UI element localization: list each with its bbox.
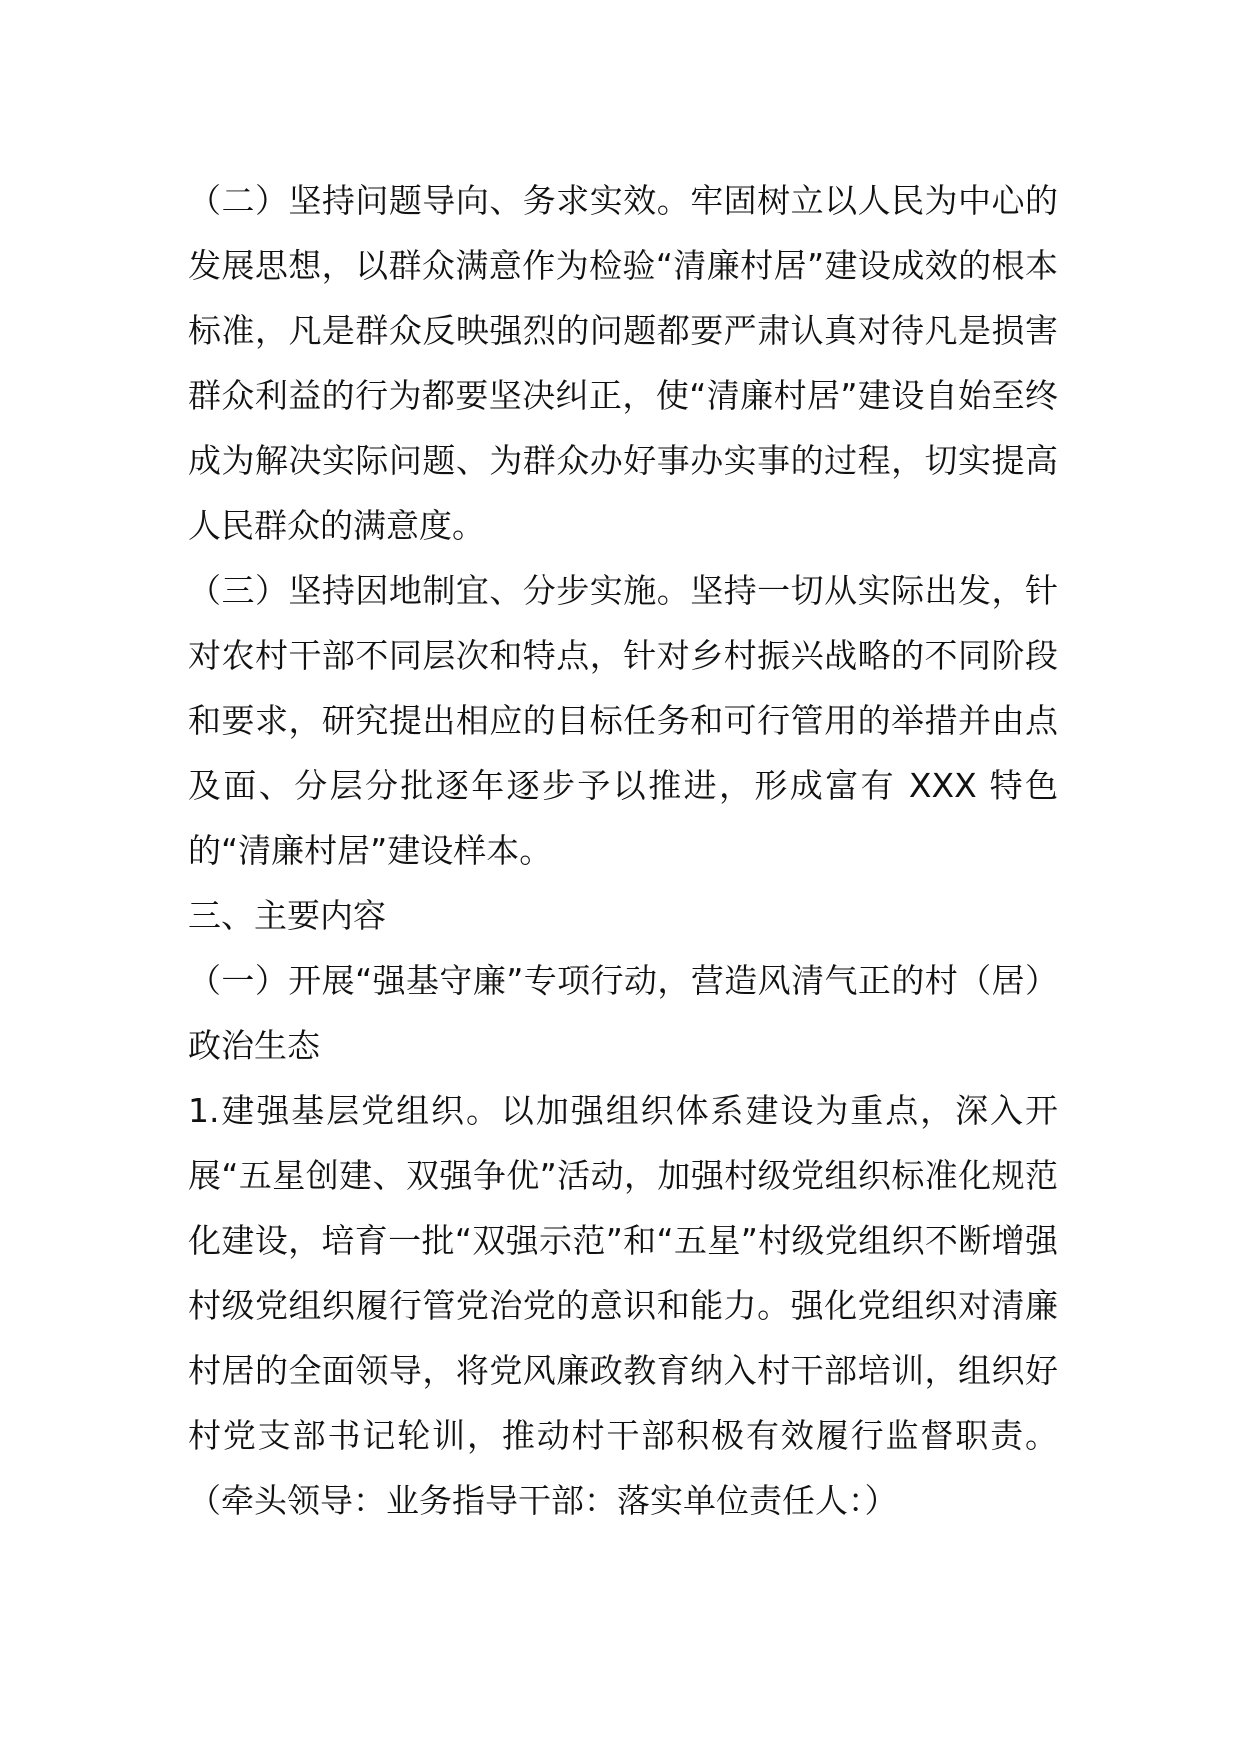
document-body xyxy=(188,168,1058,1533)
subsection-heading-1: （一）开展“强基守廉”专项行动，营造风清气正的村（居）政治生态 xyxy=(188,961,1058,1065)
section-heading-main-content: 三、主要内容 xyxy=(188,896,386,935)
paragraph-principle-3: （三）坚持因地制宜、分步实施。坚持一切从实际出发，针对农村干部不同层次和特点，针对乡村振兴战略的不同阶段和要求，研究提出相应的目标任务和可行管用的举措并由点及面、分层分批逐年逐步予以推进，形成富有 XXX 特色的“清廉村居”建设样本。 xyxy=(188,571,1058,870)
paragraph-principle-2: （二）坚持问题导向、务求实效。牢固树立以人民为中心的发展思想，以群众满意作为检验“清廉村居”建设成效的根本标准，凡是群众反映强烈的问题都要严肃认真对待凡是损害群众利益的行为都要坚决纠正，使“清廉村居”建设自始至终成为解决实际问题、为群众办好事办实事的过程，切实提高人民群众的满意度。 xyxy=(188,181,1058,545)
paragraph-item-1: 1.建强基层党组织。以加强组织体系建设为重点，深入开展“五星创建、双强争优”活动，加强村级党组织标准化规范化建设，培育一批“双强示范”和“五星”村级党组织不断增强村级党组织履行管党治党的意识和能力。强化党组织对清廉村居的全面领导，将党风廉政教育纳入村干部培训，组织好村党支部书记轮训，推动村干部积极有效履行监督职责。（牵头领导：业务指导干部：落实单位责任人：） xyxy=(188,1091,1058,1520)
